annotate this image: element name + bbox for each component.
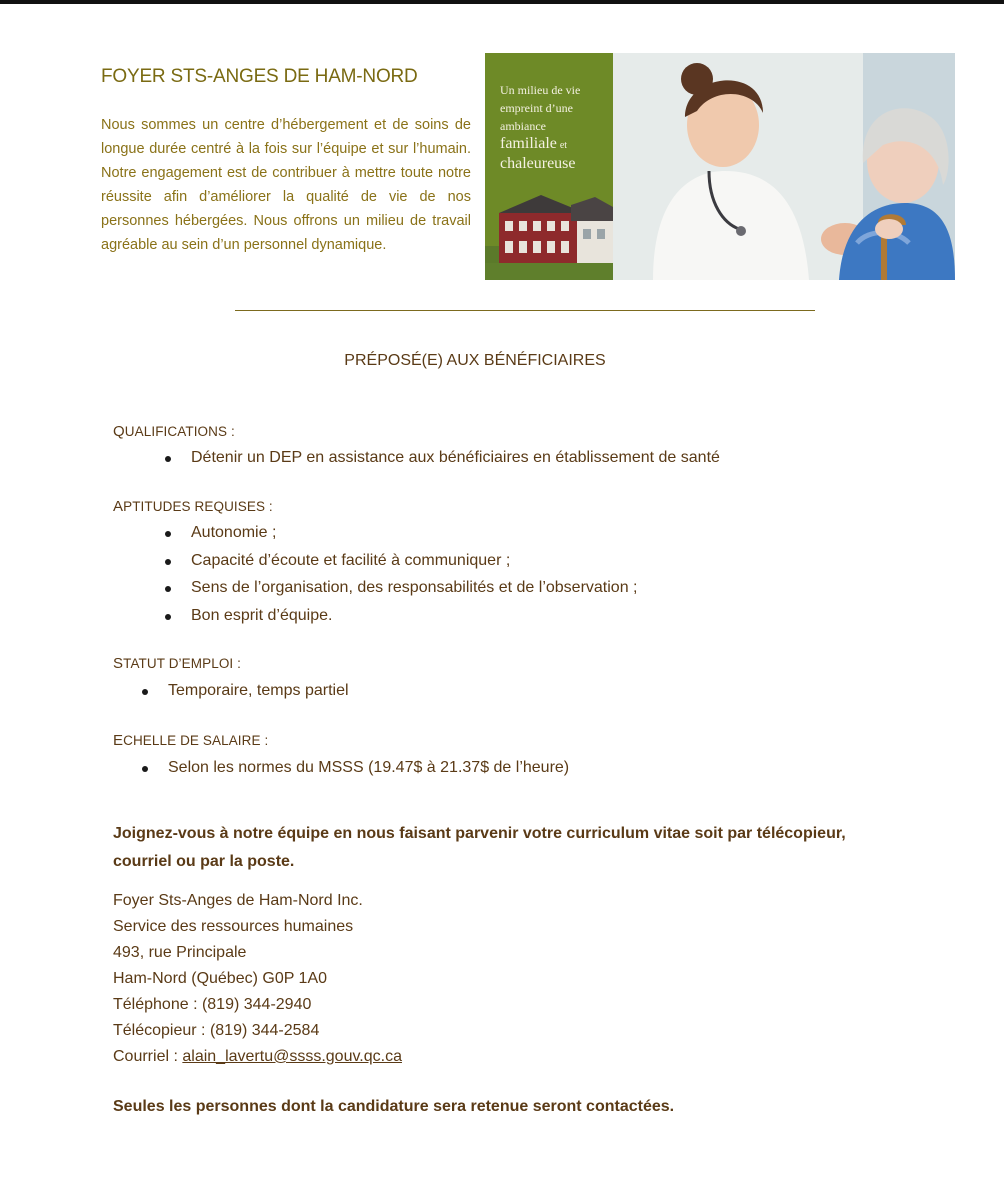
heading-initial: Q: [113, 423, 125, 440]
banner-tagline: [500, 81, 610, 173]
contact-city: Ham-Nord (Québec) G0P 1A0: [113, 970, 328, 987]
tagline-line: empreint d’une: [500, 101, 573, 115]
email-link[interactable]: alain_lavertu@ssss.gouv.qc.ca: [182, 1048, 402, 1065]
contact-block: [113, 888, 402, 1070]
list-item: Détenir un DEP en assistance aux bénéficiaires en établissement de santé: [191, 444, 720, 472]
heading-rest: CHELLE DE SALAIRE :: [123, 733, 269, 748]
house-illustration: [485, 191, 613, 280]
tagline-chaleureuse: chaleureuse: [500, 155, 576, 172]
job-title: PRÉPOSÉ(E) AUX BÉNÉFICIAIRES: [344, 352, 606, 369]
organization-title: FOYER STS-ANGES DE HAM-NORD: [101, 66, 418, 87]
salaire-list: [168, 754, 569, 782]
contact-department: Service des ressources humaines: [113, 918, 354, 935]
caregiver-photo: [613, 53, 955, 280]
list-item: Bon esprit d’équipe.: [191, 602, 638, 630]
statut-heading: [113, 655, 241, 672]
section-divider: [235, 310, 815, 311]
call-to-action: Joignez-vous à notre équipe en nous faisant parvenir votre curriculum vitae soit par télécopieur, courriel ou par la poste.: [113, 825, 846, 870]
aptitudes-list: [191, 519, 638, 629]
heading-rest: PTITUDES REQUISES :: [123, 499, 273, 514]
intro-paragraph: Nous sommes un centre d’hébergement et de soins de longue durée centré à la fois sur l’équipe et sur l’humain. Notre engagement est de contribuer à mettre toute notre réussite afin d’améliorer la qualité de vie de nos personnes hébergées. Nous offrons un milieu de travail agréable au sein d’un personnel dynamique.: [101, 117, 471, 253]
heading-rest: UALIFICATIONS :: [124, 424, 235, 439]
tagline-familiale: familiale: [500, 135, 557, 152]
tagline-line: ambiance: [500, 119, 546, 133]
contact-email-row: [113, 1044, 402, 1070]
tagline-et: et: [559, 140, 568, 151]
contact-org: Foyer Sts-Anges de Ham-Nord Inc.: [113, 892, 363, 909]
salaire-heading: [113, 732, 268, 749]
closing-note: Seules les personnes dont la candidature sera retenue seront contactées.: [113, 1098, 675, 1115]
contact-street: 493, rue Principale: [113, 944, 247, 961]
statut-list: [168, 677, 349, 705]
top-border: [0, 0, 1004, 4]
contact-phone: Téléphone : (819) 344-2940: [113, 996, 312, 1013]
qualifications-list: [191, 444, 720, 472]
aptitudes-heading: [113, 498, 273, 515]
list-item: Selon les normes du MSSS (19.47$ à 21.37$ de l’heure): [168, 754, 569, 782]
email-label: Courriel :: [113, 1048, 183, 1065]
banner-image: [485, 53, 955, 280]
qualifications-heading: [113, 423, 235, 440]
heading-initial: S: [113, 655, 124, 672]
contact-fax: Télécopieur : (819) 344-2584: [113, 1022, 320, 1039]
heading-rest: TATUT D’EMPLOI :: [123, 656, 241, 671]
list-item: Capacité d’écoute et facilité à communiquer ;: [191, 547, 638, 575]
list-item: Autonomie ;: [191, 519, 638, 547]
list-item: Temporaire, temps partiel: [168, 677, 349, 705]
heading-initial: A: [113, 498, 124, 515]
list-item: Sens de l’organisation, des responsabilités et de l’observation ;: [191, 574, 638, 602]
heading-initial: E: [113, 732, 124, 749]
tagline-line: Un milieu de vie: [500, 83, 581, 97]
